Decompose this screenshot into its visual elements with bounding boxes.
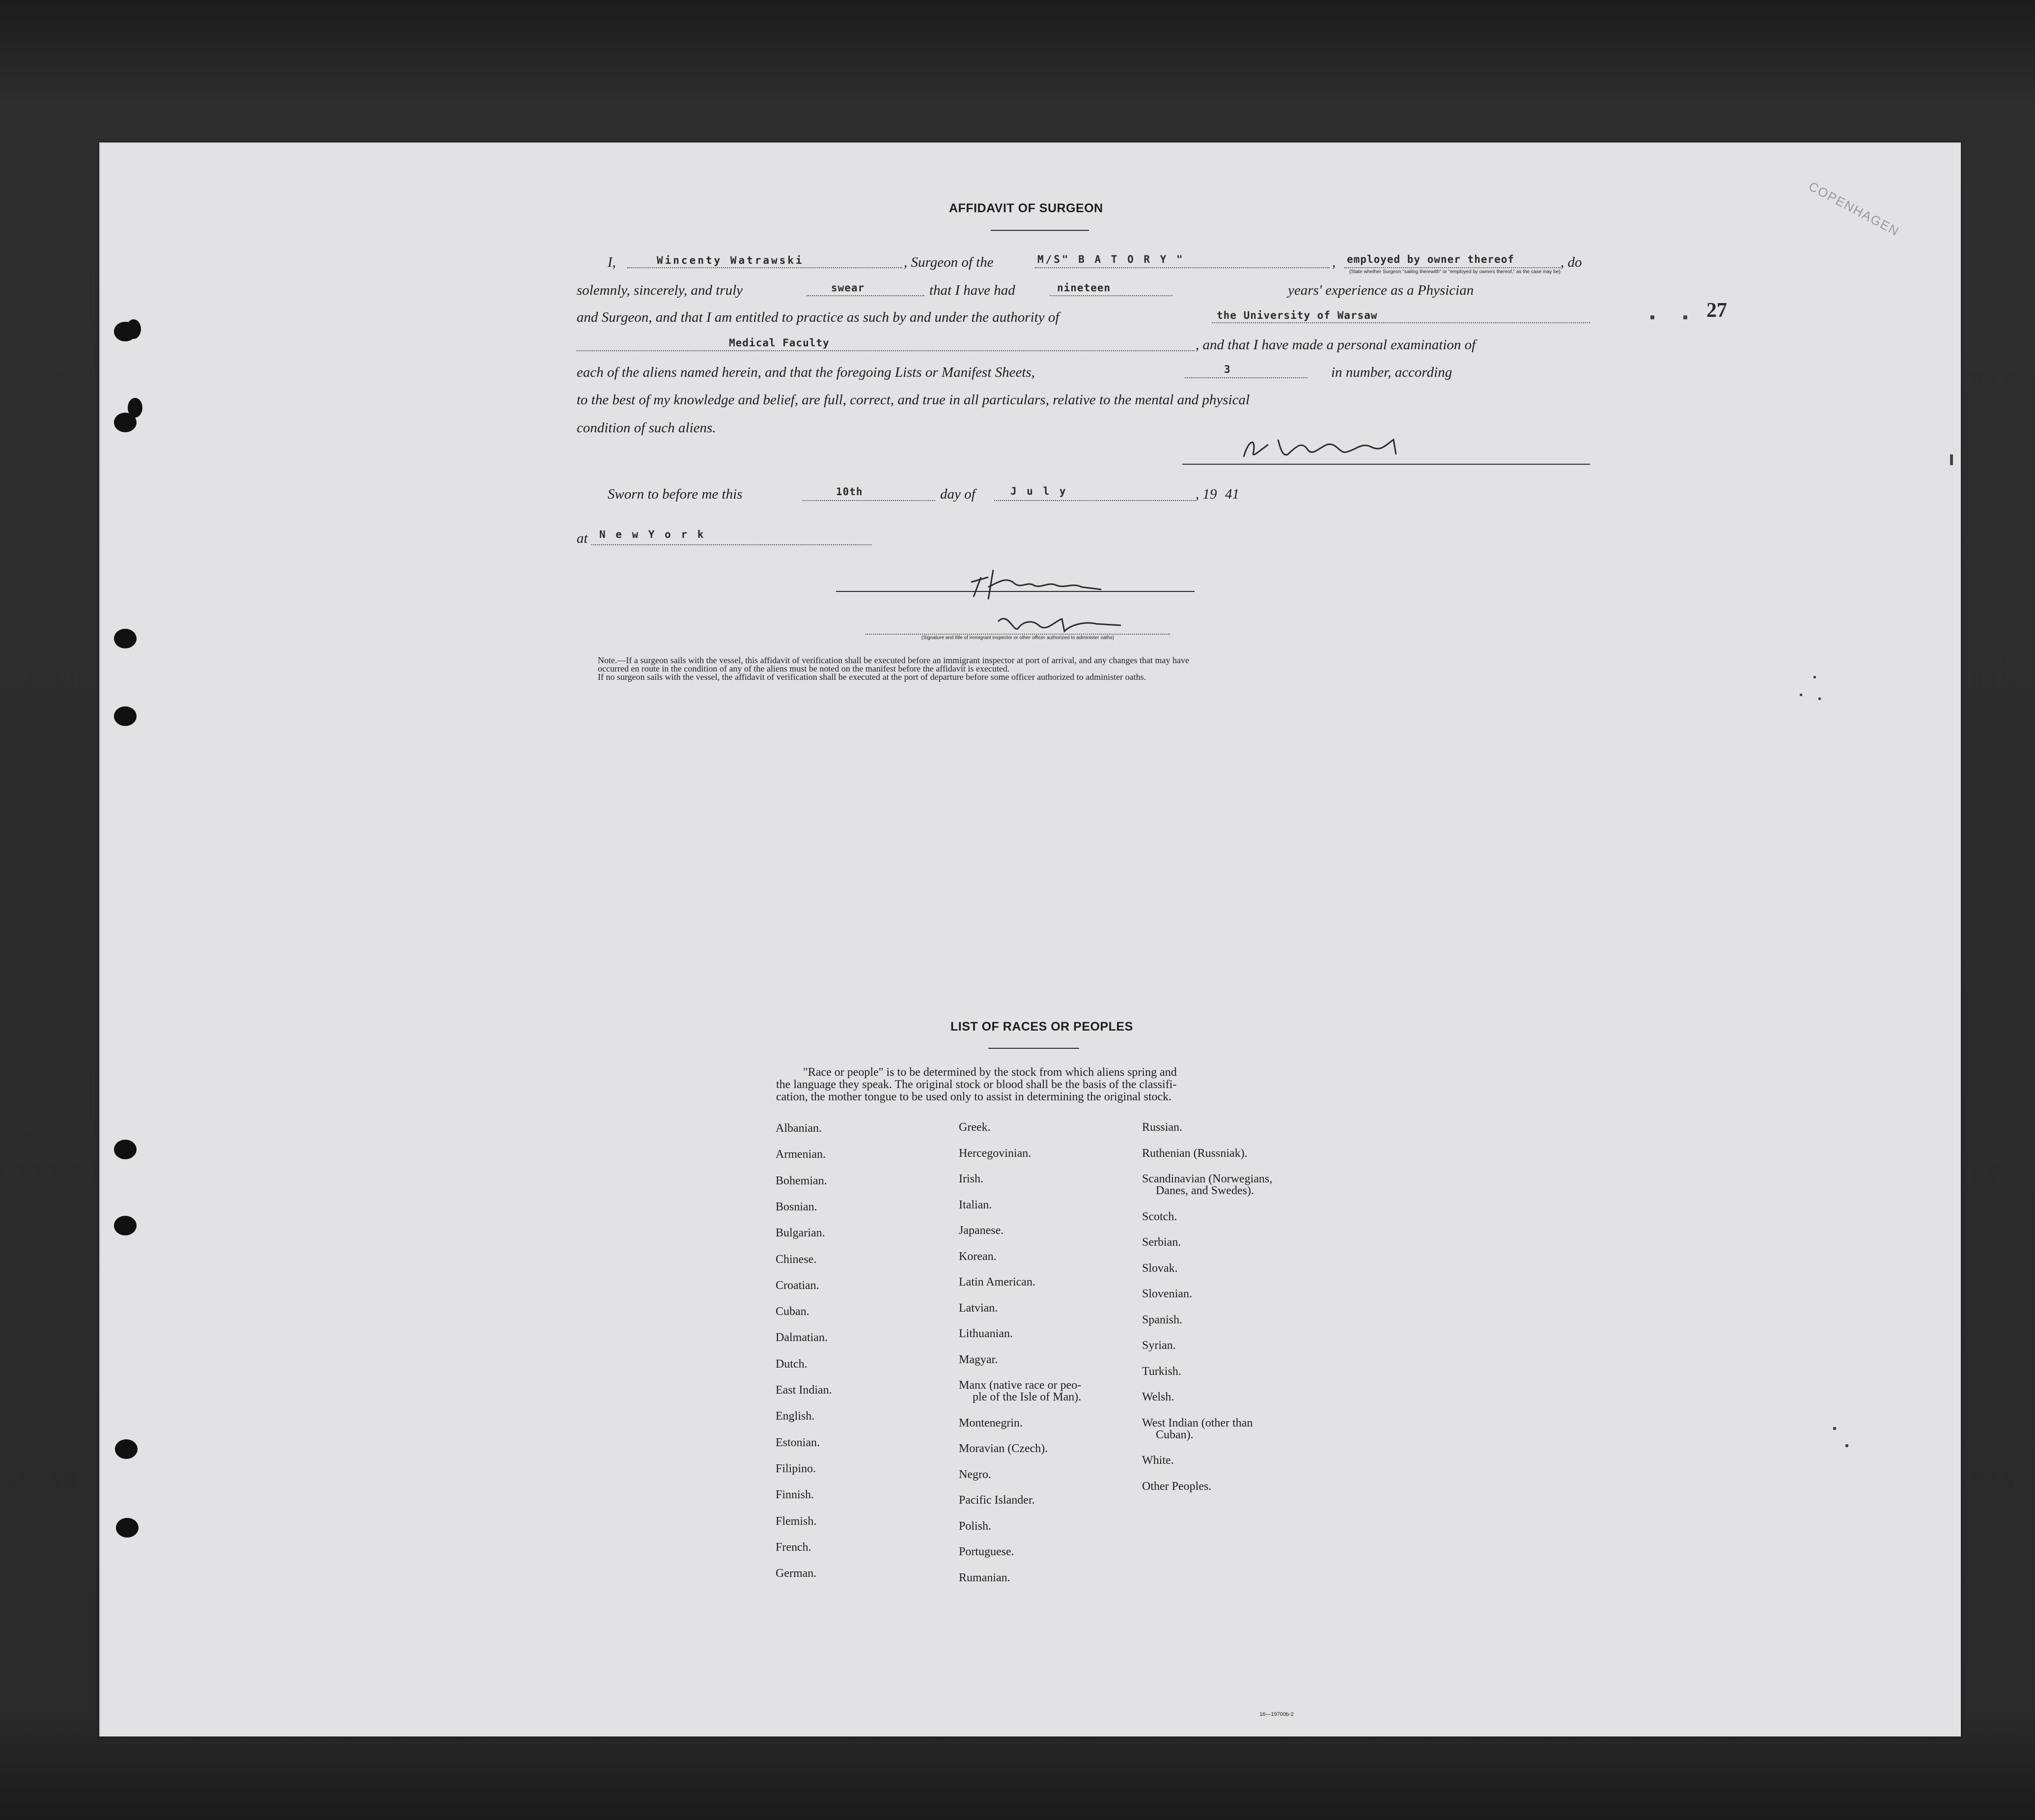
form-number: 16—19700b-2	[1259, 1711, 1294, 1717]
margin-mark	[1683, 315, 1687, 319]
authority-1: the University of Warsaw	[1217, 309, 1378, 321]
race-entry: Slovenian.	[1142, 1288, 1192, 1300]
surgeon-name-line	[627, 267, 902, 268]
race-entry: Armenian.	[776, 1148, 826, 1161]
margin-mark	[1950, 454, 1953, 465]
race-entry: East Indian.	[776, 1384, 832, 1397]
race-entry: Filipino.	[776, 1462, 816, 1475]
race-entry: ple of the Isle of Man).	[973, 1391, 1082, 1403]
race-entry: Lithuanian.	[959, 1327, 1013, 1340]
authority-line-2	[577, 350, 1195, 351]
race-entry: Albanian.	[776, 1122, 822, 1135]
speck	[1845, 1444, 1848, 1447]
race-entry: Bohemian.	[776, 1174, 827, 1187]
place: N e w Y o r k	[599, 529, 706, 540]
races-title-rule	[988, 1048, 1079, 1049]
race-entry: Welsh.	[1142, 1391, 1174, 1403]
race-entry: Dutch.	[776, 1357, 808, 1371]
sworn-text: , 19	[1196, 486, 1217, 502]
sheets-count: 3	[1224, 364, 1232, 375]
race-entry: Bulgarian.	[776, 1227, 825, 1240]
race-entry: Scotch.	[1142, 1210, 1177, 1223]
race-entry: Flemish.	[776, 1514, 817, 1528]
years-line	[1050, 295, 1172, 296]
race-entry: Other Peoples.	[1142, 1480, 1212, 1493]
race-entry: Estonian.	[776, 1436, 820, 1449]
manifest-sheet	[99, 142, 1961, 1736]
race-entry: Korean.	[959, 1250, 997, 1263]
race-entry: English.	[776, 1410, 815, 1423]
race-entry: Pacific Islander.	[959, 1494, 1035, 1507]
race-entry: Turkish.	[1142, 1365, 1181, 1378]
affidavit-text: solemnly, sincerely, and truly	[577, 282, 743, 298]
speck	[1818, 698, 1821, 700]
race-entry: Russian.	[1142, 1121, 1183, 1134]
race-entry: Latin American.	[959, 1276, 1035, 1288]
race-entry: Negro.	[959, 1468, 991, 1481]
note-line-3: If no surgeon sails with the vessel, the affidavit of verification shall be executed at the port of departure before some officer authorized to administer oaths.	[598, 672, 1146, 682]
race-entry: Scandinavian (Norwegians,	[1142, 1173, 1273, 1185]
race-entry: Spanish.	[1142, 1313, 1183, 1326]
place-line	[591, 544, 871, 545]
race-entry: Rumanian.	[959, 1571, 1010, 1584]
sworn-month-line	[994, 500, 1196, 501]
port-stamp: COPENHAGEN	[1806, 178, 1902, 239]
punch-hole	[116, 1518, 139, 1538]
vessel-line	[1035, 267, 1330, 268]
affidavit-text: I,	[608, 254, 616, 270]
affidavit-text: , do	[1561, 254, 1582, 270]
race-entry: Latvian.	[959, 1301, 998, 1315]
race-entry: Chinese.	[776, 1253, 817, 1266]
place-label: at	[577, 531, 588, 546]
surgeon-signature-line	[1182, 464, 1590, 465]
race-entry: Dalmatian.	[776, 1331, 828, 1344]
affidavit-text: ,	[1332, 254, 1336, 270]
vessel-name: M/S" B A T O R Y "	[1037, 253, 1185, 265]
note-line-2: occurred en route in the condition of any of the aliens must be noted on the manifest before the affidavit is executed.	[598, 664, 1010, 673]
race-entry: Cuban.	[776, 1305, 809, 1318]
race-entry: Portuguese.	[959, 1545, 1014, 1558]
affidavit-text: each of the aliens named herein, and that the foregoing Lists or Manifest Sheets,	[577, 364, 1035, 380]
inspector-title-line	[865, 634, 1170, 635]
punch-hole	[115, 1439, 138, 1459]
affidavit-text: condition of such aliens.	[577, 420, 716, 436]
inspector-note: (Signature and title of immigrant inspector or other officer authorized to administer oaths)	[921, 635, 1115, 641]
authority-line	[1212, 322, 1590, 323]
race-entry: Croatian.	[776, 1279, 819, 1292]
race-entry: Japanese.	[959, 1224, 1004, 1237]
race-entry: West Indian (other than	[1142, 1416, 1253, 1429]
inspector-signature-line	[836, 591, 1195, 592]
punch-hole	[126, 319, 141, 339]
affidavit-text: that I have had	[929, 282, 1015, 298]
sworn-text: day of	[940, 486, 976, 502]
affidavit-text: and Surgeon, and that I am entitled to practice as such by and under the authority of	[577, 309, 1059, 325]
races-intro-2: the language they speak. The original stock or blood shall be the basis of the classifi-	[776, 1078, 1177, 1091]
race-entry: Ruthenian (Russniak).	[1142, 1147, 1248, 1160]
race-entry: Danes, and Swedes).	[1156, 1184, 1254, 1197]
sworn-text: Sworn to before me this	[608, 486, 743, 502]
sworn-day-line	[803, 500, 935, 501]
race-entry: Moravian (Czech).	[959, 1442, 1048, 1455]
authority-2: Medical Faculty	[729, 337, 830, 349]
races-intro-1: "Race or people" is to be determined by the stock from which aliens spring and	[803, 1066, 1177, 1079]
race-entry: Magyar.	[959, 1353, 998, 1366]
note-line-1: Note.—If a surgeon sails with the vessel, this affidavit of verification shall be executed before an immigrant inspector at port of arrival, and any changes that may have	[598, 655, 1189, 665]
race-entry: German.	[776, 1567, 817, 1580]
affidavit-text: years' experience as a Physician	[1288, 282, 1474, 298]
punch-hole	[114, 706, 137, 726]
race-entry: Irish.	[959, 1173, 983, 1185]
races-intro-3: cation, the mother tongue to be used only to assist in determining the original stock.	[776, 1091, 1172, 1103]
race-entry: French.	[776, 1540, 811, 1554]
margin-mark	[1650, 315, 1654, 319]
employment-line	[1344, 267, 1561, 268]
speck	[1800, 694, 1802, 696]
race-entry: Polish.	[959, 1519, 992, 1533]
surgeon-signature	[1234, 430, 1529, 464]
employment-note: (State whether Surgeon "sailing therewith" or "employed by owners thereof," as the case may be)	[1349, 269, 1561, 275]
affidavit-title: AFFIDAVIT OF SURGEON	[949, 201, 1103, 215]
race-entry: White.	[1142, 1454, 1174, 1467]
page-number: 27	[1706, 299, 1727, 322]
race-entry: Montenegrin.	[959, 1416, 1023, 1429]
race-entry: Greek.	[959, 1121, 991, 1134]
affidavit-text: , and that I have made a personal examination of	[1196, 337, 1476, 353]
race-entry: Hercegovinian.	[959, 1147, 1031, 1160]
affidavit-text: in number, according	[1331, 364, 1452, 380]
race-entry: Finnish.	[776, 1488, 814, 1502]
speck	[1813, 676, 1816, 678]
race-entry: Slovak.	[1142, 1261, 1178, 1275]
punch-hole	[128, 398, 142, 418]
sheets-line	[1185, 377, 1308, 378]
oath-line	[807, 295, 924, 296]
race-entry: Bosnian.	[776, 1200, 817, 1213]
punch-hole	[114, 1216, 137, 1235]
years-experience: nineteen	[1057, 282, 1111, 294]
oath-word: swear	[831, 282, 865, 294]
surgeon-name: Wincenty Watrawski	[657, 254, 804, 266]
sworn-month: J u l y	[1010, 485, 1068, 497]
employment-status: employed by owner thereof	[1347, 253, 1515, 265]
sworn-day: 10th	[836, 486, 863, 498]
sworn-year: 41	[1225, 486, 1239, 502]
punch-hole	[114, 629, 137, 648]
races-title: LIST OF RACES OR PEOPLES	[950, 1020, 1133, 1034]
race-entry: Italian.	[959, 1198, 992, 1211]
affidavit-text: to the best of my knowledge and belief, are full, correct, and true in all particulars, relative to the mental and physical	[577, 392, 1250, 408]
race-entry: Cuban).	[1156, 1428, 1194, 1441]
speck	[1833, 1427, 1836, 1430]
race-entry: Syrian.	[1142, 1339, 1176, 1352]
title-rule	[991, 230, 1089, 231]
affidavit-text: , Surgeon of the	[904, 254, 994, 270]
race-entry: Serbian.	[1142, 1236, 1181, 1249]
punch-hole	[114, 1140, 137, 1159]
race-entry: Manx (native race or peo-	[959, 1379, 1082, 1392]
